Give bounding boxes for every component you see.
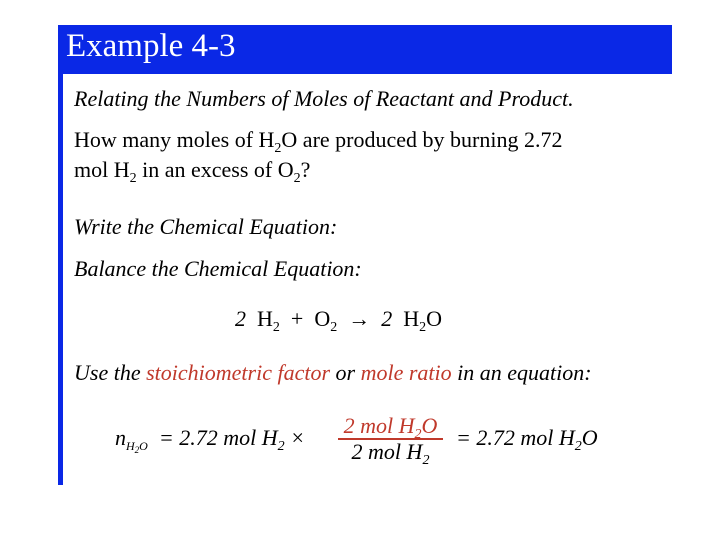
fraction-denominator: 2 mol $H_2$ (351, 439, 430, 468)
balanced-equation: 2 $H_2 + O_2 \to 2$ $H_2O$ (235, 306, 442, 335)
question-line-1: How many moles of $H_2O$ are produced by burning 2.72 (74, 127, 563, 156)
calculation-lhs: $n_{H_2O} = 2.72$ mol $H_2$ × (115, 425, 305, 455)
coefficient-h2: 2 (235, 306, 246, 331)
multiply-sign: × (290, 425, 305, 450)
mole-ratio-fraction (338, 413, 443, 468)
question-line-2: mol $H_2$ in an excess of $O_2$? (74, 157, 311, 186)
stoichiometric-factor-term: stoichiometric factor (146, 360, 331, 385)
mole-ratio-term: mole ratio (360, 360, 452, 385)
reaction-arrow: → (348, 306, 371, 331)
fraction-numerator: 2 mol $H_2O$ (338, 414, 443, 440)
step-balance-equation: Balance the Chemical Equation: (74, 256, 362, 281)
left-accent-bar (58, 25, 63, 485)
calculation-result: = 2.72 mol $H_2O$ (456, 425, 598, 454)
step-use-factor: Use the stoichiometric factor or mole ratio in an equation: (74, 360, 592, 385)
coefficient-h2o: 2 (381, 306, 393, 331)
step-write-equation: Write the Chemical Equation: (74, 214, 338, 239)
slide-subtitle: Relating the Numbers of Moles of Reactant and Product. (74, 86, 574, 111)
slide-title: Example 4-3 (66, 28, 236, 64)
